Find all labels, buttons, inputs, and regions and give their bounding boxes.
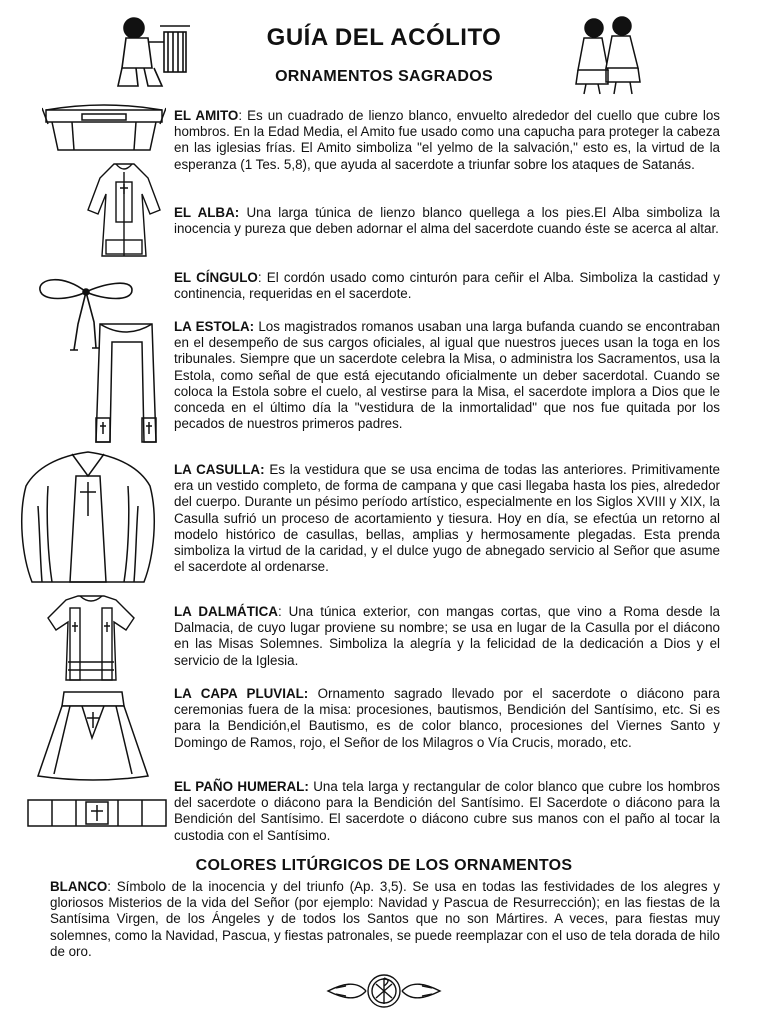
ornament-term: EL AMITO [174,108,239,123]
ornament-entry-casulla [174,462,720,575]
ornament-term: EL ALBA: [174,205,240,220]
alb-garment-icon [86,160,162,260]
ornament-description: Una larga túnica de lienzo blanco quellega a los pies.El Alba simboliza la inocencia y pureza que deben adornar el alma del sacerdote cuando éste se acerca al altar. [174,205,720,237]
altar-server-lighting-candle-icon [108,12,192,92]
color-description: Símbolo de la inocencia y del triunfo (Ap. 3,5). Se usa en todas las festividades de los alegres y gloriosos Misterios de la vida del Señor (por ejemplo: Navidad y Pascua de Resurrección); en las fiestas de la Santísima Virgen, de los Ángeles y de todos los Santos que no son Mártires. A veces, para fiestas muy solemnes, como la Navidad, Pascua, y fiestas patronales, se puede reemplazar con el uso de tela dorada de hilo de oro. [50,879,720,959]
ornament-description: El cordón usado como cinturón para ceñir el Alba. Simboliza la castidad y continencia, requeridas en el sacerdote. [174,270,720,302]
ornament-description: Los magistrados romanos usaban una larga bufanda cuando se encontraban en el desempeño de sus cargos oficiales, al igual que nuestros jueces usan la toga en los tribunales. Siempre que un sacerdote celebra la Misa, o administra los Sacramentos, usa la Estola, como señal de que está ejecutando oficialmente un deber sacerdotal. Cuando se coloca la Estola sobre el cuelo, al vestirse para la Misa, el sacerdote implora a Dios que le conceda en el último día la "vestidura de la inmortalidad" que nos fue quitada por los pecados de nuestros primeros padres. [174,319,720,432]
two-altar-boys-icon [572,14,648,96]
ornament-term: LA CASULLA: [174,462,265,477]
color-term: BLANCO [50,879,108,894]
ornament-entry-pano-humeral [174,779,720,844]
ornament-entry-dalmatica: LA DALMÁTICA: Una túnica exterior, con mangas cortas, que vino a Roma desde la Dalmacia, de cuyo lugar proviene su nombre; se usa en lugar de la Casulla por el diácono en las Misas Solemnes. Simboliza la alegría y la felicidad de la dedicación a Dios y el servicio de la Iglesia. [174,604,720,668]
ornament-entry-alba [174,205,720,237]
stole-garment-icon [86,318,166,448]
page-title: GUÍA DEL ACÓLITO [266,24,502,51]
humeral-veil-icon [24,794,170,832]
amice-garment-icon [42,100,166,154]
ornament-term: EL PAÑO HUMERAL: [174,779,309,794]
ornament-entry-capa-pluvial [174,686,720,751]
ornament-description: Ornamento sagrado llevado por el sacerdote o diácono para ceremonias fuera de la misa: procesiones, bautismos, Bendición del Santísimo, etc. Si es para la Bendición,el Bautismo, es de color blanco, procesiones del Viernes Santo y Domingo de Ramos, rojo, el Señor de los Milagros o Vía Crucis, morado, etc. [174,686,720,750]
ornament-entry-estola [174,319,720,432]
chasuble-garment-icon [18,446,158,588]
section-title-colores: COLORES LITÚRGICOS DE LOS ORNAMENTOS [195,857,573,874]
ornament-term: LA DALMÁTICA [174,604,278,619]
ornament-entry-cingulo: EL CÍNGULO: El cordón usado como cinturón para ceñir el Alba. Simboliza la castidad y continencia, requeridas en el sacerdote. [174,270,720,302]
ornament-description: Una túnica exterior, con mangas cortas, que vino a Roma desde la Dalmacia, de cuyo lugar proviene su nombre; se usa en lugar de la Casulla por el diácono en las Misas Solemnes. Simboliza la alegría y la felicidad de la dedicación a Dios y el servicio de la Iglesia. [174,604,720,668]
ornament-description: Una tela larga y rectangular de color blanco que cubre los hombros del sacerdote o diácono para la Bendición del Santísimo. El Sacerdote o diácono para la Bendición del Santísimo. El sacerdote o diácono cubre sus manos con el paño al tocar la custodia con el Santísimo. [174,779,720,843]
dalmatic-garment-icon [46,592,136,684]
cope-garment-icon [34,688,152,784]
ornament-description: Es un cuadrado de lienzo blanco, envuelto alrededor del cuello que cubre los hombros. En la Edad Media, el Amito fue usado como una capucha para proteger la cabeza en las iglesias frías. El Amito simboliza "el yelmo de la salvación," esto es, la virtud de la esperanza (1 Tes. 5,8), que ayuda al sacerdote a triunfar sobre los ataques de Satanás. [174,108,720,172]
ornament-term: LA ESTOLA: [174,319,255,334]
chi-rho-emblem-icon [322,966,446,1016]
ornament-description: Es la vestidura que se usa encima de todas las anteriores. Primitivamente era un vestido completo, de forma de campana y que casi llegaba hasta los pies, alrededor del cuerpo. Durante un pésimo período artístico, especialmente en los Siglos XVIII y XIX, la Casulla sufrió un proceso de acortamiento y tiesura. Hoy en día, se efectúa un retorno al modelo histórico de casullas, bellas, amplias y hermosamente plegadas. Esta prenda simboliza la virtud de la caridad, y el dulce yugo de abnegado servicio al Señor que asume el sacerdote al ordenarse. [174,462,720,575]
page-subtitle: ORNAMENTOS SAGRADOS [275,68,493,85]
ornament-entry-amito: EL AMITO: Es un cuadrado de lienzo blanco, envuelto alrededor del cuello que cubre los hombros. En la Edad Media, el Amito fue usado como una capucha para proteger la cabeza en las iglesias frías. El Amito simboliza "el yelmo de la salvación," esto es, la virtud de la esperanza (1 Tes. 5,8), que ayuda al sacerdote a triunfar sobre los ataques de Satanás. [174,108,720,172]
ornament-term: EL CÍNGULO [174,270,258,285]
color-entry-blanco: BLANCO: Símbolo de la inocencia y del triunfo (Ap. 3,5). Se usa en todas las festividades de los alegres y gloriosos Misterios de la vida del Señor (por ejemplo: Navidad y Pascua de Resurrección); en las fiestas de la Santísima Virgen, de los Ángeles y de todos los Santos que no son Mártires. A veces, para fiestas muy solemnes, como la Navidad, Pascua, y fiestas patronales, se puede reemplazar con el uso de tela dorada de hilo de oro. [50,879,720,959]
ornament-term: LA CAPA PLUVIAL: [174,686,309,701]
